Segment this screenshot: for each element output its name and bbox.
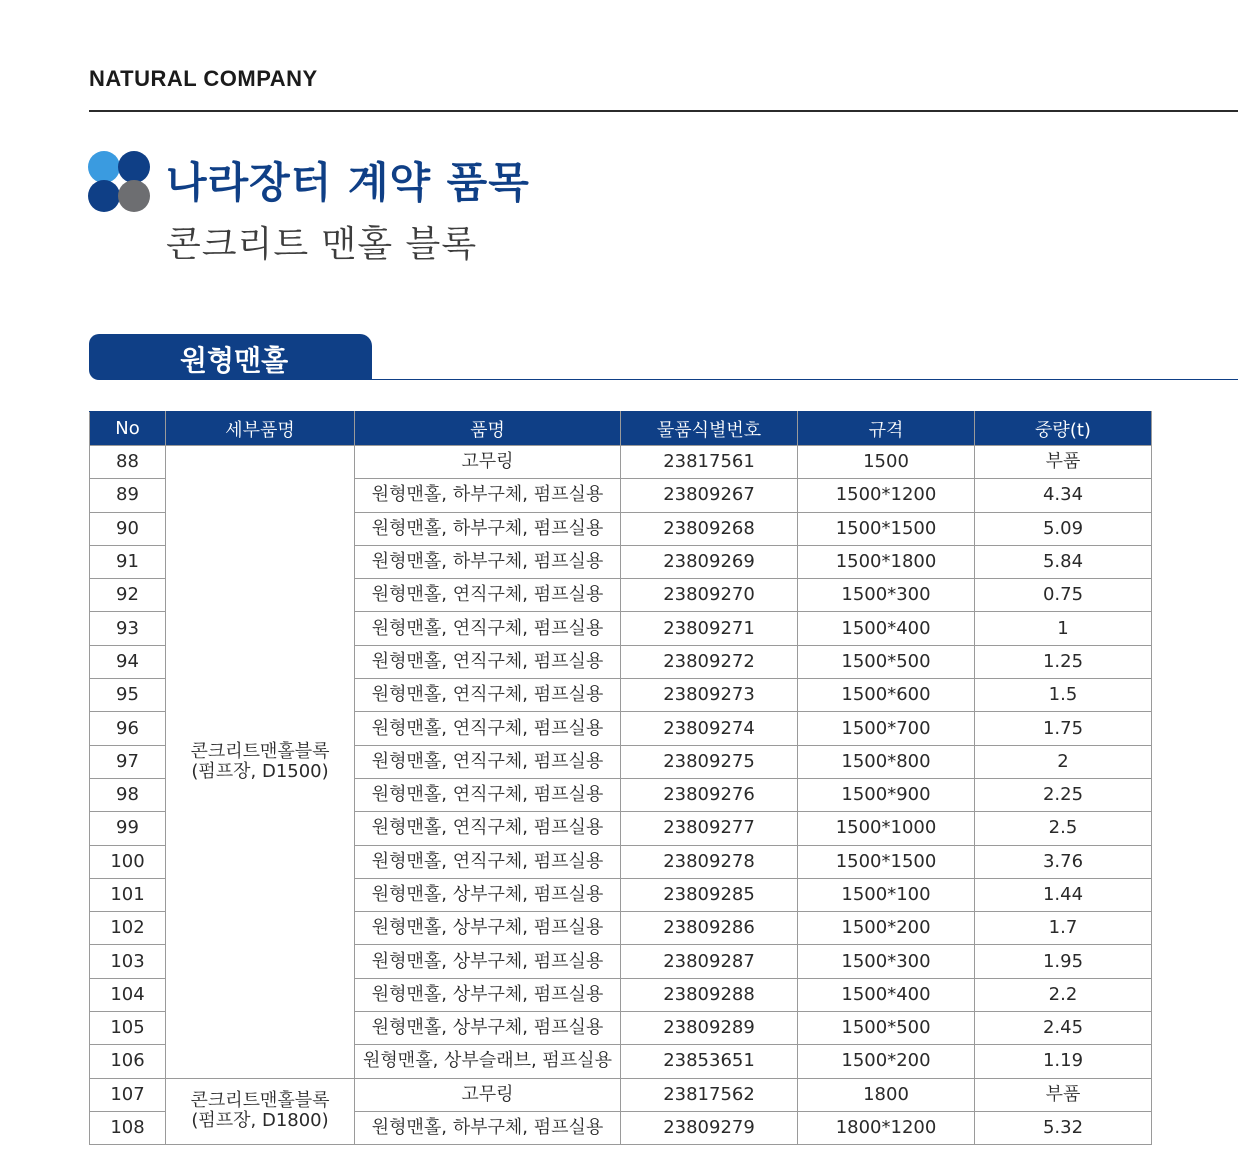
cell-no: 103 xyxy=(90,945,166,978)
cell-item-id: 23809287 xyxy=(621,945,798,978)
cell-product-name: 원형맨홀, 하부구체, 펌프실용 xyxy=(355,512,621,545)
company-name: NATURAL COMPANY xyxy=(89,66,318,91)
cell-no: 94 xyxy=(90,645,166,678)
cell-item-id: 23809285 xyxy=(621,878,798,911)
cell-spec: 1500*300 xyxy=(798,945,975,978)
cell-spec: 1500*1200 xyxy=(798,479,975,512)
cell-weight: 5.32 xyxy=(975,1111,1152,1144)
cell-item-id: 23809275 xyxy=(621,745,798,778)
cell-weight: 1.7 xyxy=(975,912,1152,945)
cell-spec: 1500*200 xyxy=(798,1045,975,1078)
cell-weight: 5.09 xyxy=(975,512,1152,545)
cell-weight: 1.44 xyxy=(975,878,1152,911)
cell-weight: 1.25 xyxy=(975,645,1152,678)
cell-weight: 1.19 xyxy=(975,1045,1152,1078)
cell-item-id: 23817561 xyxy=(621,446,798,479)
cell-product-name: 원형맨홀, 연직구체, 펌프실용 xyxy=(355,745,621,778)
logo-dot-navy xyxy=(118,151,150,183)
cell-spec: 1500*300 xyxy=(798,579,975,612)
cell-spec: 1500*700 xyxy=(798,712,975,745)
cell-item-id: 23809271 xyxy=(621,612,798,645)
cell-product-name: 원형맨홀, 하부구체, 펌프실용 xyxy=(355,545,621,578)
cell-spec: 1500*1800 xyxy=(798,545,975,578)
cell-no: 101 xyxy=(90,878,166,911)
cell-item-id: 23809289 xyxy=(621,1012,798,1045)
cell-weight: 2.5 xyxy=(975,812,1152,845)
cell-item-id: 23809268 xyxy=(621,512,798,545)
cell-item-id: 23809267 xyxy=(621,479,798,512)
header-divider xyxy=(89,110,1238,112)
column-header-item-id: 물품식별번호 xyxy=(621,412,798,446)
cell-no: 96 xyxy=(90,712,166,745)
cell-item-id: 23809273 xyxy=(621,679,798,712)
column-header-weight: 중량(t) xyxy=(975,412,1152,446)
cell-weight: 2.25 xyxy=(975,778,1152,811)
cell-no: 89 xyxy=(90,479,166,512)
column-header-no: No xyxy=(90,412,166,446)
cell-no: 108 xyxy=(90,1111,166,1144)
cell-no: 104 xyxy=(90,978,166,1011)
cell-weight: 2 xyxy=(975,745,1152,778)
cell-product-name: 원형맨홀, 연직구체, 펌프실용 xyxy=(355,612,621,645)
table-header-row xyxy=(90,412,1152,446)
cell-weight: 2.45 xyxy=(975,1012,1152,1045)
cell-no: 97 xyxy=(90,745,166,778)
cell-no: 88 xyxy=(90,446,166,479)
cell-spec: 1500*200 xyxy=(798,912,975,945)
cell-product-name: 원형맨홀, 상부구체, 펌프실용 xyxy=(355,878,621,911)
cell-spec: 1500*500 xyxy=(798,645,975,678)
cell-spec: 1500*500 xyxy=(798,1012,975,1045)
detail-name-line: 콘크리트맨홀블록 xyxy=(190,1090,330,1112)
section-divider xyxy=(372,379,1238,380)
cell-weight: 1.95 xyxy=(975,945,1152,978)
cell-no: 92 xyxy=(90,579,166,612)
cell-product-name: 고무링 xyxy=(355,1078,621,1111)
detail-name-line: (펌프장, D1500) xyxy=(191,760,329,782)
cell-no: 98 xyxy=(90,778,166,811)
cell-spec: 1500*1500 xyxy=(798,845,975,878)
cell-spec: 1500*900 xyxy=(798,778,975,811)
cell-spec: 1500*1000 xyxy=(798,812,975,845)
cell-item-id: 23809288 xyxy=(621,978,798,1011)
cell-weight: 0.75 xyxy=(975,579,1152,612)
cell-product-name: 원형맨홀, 상부구체, 펌프실용 xyxy=(355,912,621,945)
detail-name-line: (펌프장, D1800) xyxy=(191,1110,329,1132)
page-title: 나라장터 계약 품목 xyxy=(166,158,530,207)
cell-spec: 1500*400 xyxy=(798,978,975,1011)
cell-spec: 1500*600 xyxy=(798,679,975,712)
cell-no: 105 xyxy=(90,1012,166,1045)
cell-product-name: 원형맨홀, 상부슬래브, 펌프실용 xyxy=(355,1045,621,1078)
cell-item-id: 23853651 xyxy=(621,1045,798,1078)
cell-spec: 1800 xyxy=(798,1078,975,1111)
cell-weight: 부품 xyxy=(975,446,1152,479)
cell-spec: 1800*1200 xyxy=(798,1111,975,1144)
cell-product-name: 원형맨홀, 하부구체, 펌프실용 xyxy=(355,1111,621,1144)
cell-product-name: 원형맨홀, 상부구체, 펌프실용 xyxy=(355,945,621,978)
cell-no: 91 xyxy=(90,545,166,578)
cell-weight: 5.84 xyxy=(975,545,1152,578)
table-row xyxy=(90,1078,1152,1111)
cell-product-name: 원형맨홀, 연직구체, 펌프실용 xyxy=(355,679,621,712)
cell-no: 95 xyxy=(90,679,166,712)
cell-weight: 부품 xyxy=(975,1078,1152,1111)
cell-item-id: 23809278 xyxy=(621,845,798,878)
cell-spec: 1500*400 xyxy=(798,612,975,645)
cell-spec: 1500*800 xyxy=(798,745,975,778)
cell-spec: 1500 xyxy=(798,446,975,479)
cell-no: 90 xyxy=(90,512,166,545)
cell-product-name: 원형맨홀, 연직구체, 펌프실용 xyxy=(355,712,621,745)
cell-no: 107 xyxy=(90,1078,166,1111)
cell-item-id: 23809277 xyxy=(621,812,798,845)
cell-product-name: 원형맨홀, 연직구체, 펌프실용 xyxy=(355,845,621,878)
cell-detail-name xyxy=(166,1078,355,1145)
logo-dot-navy xyxy=(88,180,120,212)
cell-item-id: 23809269 xyxy=(621,545,798,578)
cell-weight: 1 xyxy=(975,612,1152,645)
cell-product-name: 원형맨홀, 하부구체, 펌프실용 xyxy=(355,479,621,512)
cell-spec: 1500*100 xyxy=(798,878,975,911)
cell-item-id: 23809272 xyxy=(621,645,798,678)
cell-item-id: 23809276 xyxy=(621,778,798,811)
cell-product-name: 원형맨홀, 연직구체, 펌프실용 xyxy=(355,579,621,612)
cell-weight: 1.75 xyxy=(975,712,1152,745)
column-header-product-name: 품명 xyxy=(355,412,621,446)
cell-no: 106 xyxy=(90,1045,166,1078)
section-tab-label: 원형맨홀 xyxy=(180,344,289,377)
table-body xyxy=(90,446,1152,1145)
cell-item-id: 23809270 xyxy=(621,579,798,612)
cell-product-name: 원형맨홀, 상부구체, 펌프실용 xyxy=(355,978,621,1011)
page-subtitle: 콘크리트 맨홀 블록 xyxy=(166,224,478,265)
cell-product-name: 원형맨홀, 연직구체, 펌프실용 xyxy=(355,812,621,845)
cell-weight: 2.2 xyxy=(975,978,1152,1011)
detail-name-line: 콘크리트맨홀블록 xyxy=(190,740,330,762)
logo-dot-gray xyxy=(118,180,150,212)
four-dots-logo-icon xyxy=(88,151,152,213)
cell-spec: 1500*1500 xyxy=(798,512,975,545)
cell-no: 93 xyxy=(90,612,166,645)
cell-item-id: 23817562 xyxy=(621,1078,798,1111)
cell-weight: 4.34 xyxy=(975,479,1152,512)
cell-item-id: 23809286 xyxy=(621,912,798,945)
cell-detail-name xyxy=(166,446,355,1079)
cell-product-name: 고무링 xyxy=(355,446,621,479)
cell-no: 102 xyxy=(90,912,166,945)
cell-product-name: 원형맨홀, 연직구체, 펌프실용 xyxy=(355,778,621,811)
column-header-spec: 규격 xyxy=(798,412,975,446)
column-header-detail-name: 세부품명 xyxy=(166,412,355,446)
cell-product-name: 원형맨홀, 연직구체, 펌프실용 xyxy=(355,645,621,678)
logo-dot-light-blue xyxy=(88,151,120,183)
cell-product-name: 원형맨홀, 상부구체, 펌프실용 xyxy=(355,1012,621,1045)
cell-no: 99 xyxy=(90,812,166,845)
product-table xyxy=(89,411,1152,1145)
table-row xyxy=(90,446,1152,479)
cell-no: 100 xyxy=(90,845,166,878)
section-tab xyxy=(89,334,372,380)
cell-weight: 3.76 xyxy=(975,845,1152,878)
cell-weight: 1.5 xyxy=(975,679,1152,712)
cell-item-id: 23809274 xyxy=(621,712,798,745)
cell-item-id: 23809279 xyxy=(621,1111,798,1144)
